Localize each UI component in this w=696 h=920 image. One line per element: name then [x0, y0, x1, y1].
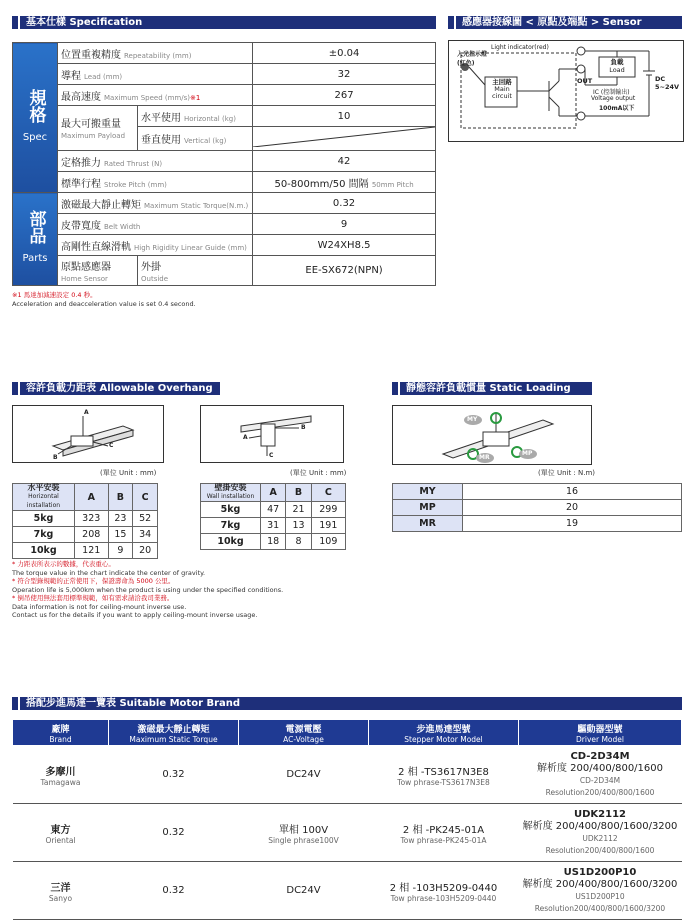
moment-label-mp: MP [522, 450, 533, 457]
spec-row-label: 最高速度 Maximum Speed (mm/s)※1 [58, 85, 253, 106]
table-row: 多摩川 Tamagawa 0.32 DC24V 2 相 -TS3617N3E8 Tow phrase-TS3617N3E8 CD-2D34M 解析度 200/400/800/1600 CD-2D34M Resolution200/400/800/1600 [13, 746, 682, 804]
spec-note: ※1 馬達加減速設定 0.4 秒。 Acceleration and deacceleration value is set 0.4 second. [12, 291, 196, 308]
spec-section-title: 基本仕樣 Specification [20, 16, 436, 29]
table-header: C [133, 484, 158, 511]
main-circuit-label: 主回路 Main circuit [492, 78, 512, 100]
spec-row-value: 50-800mm/50 間隔 50mm Pitch [253, 172, 436, 193]
sensor-diagram [448, 40, 684, 142]
table-header: 驅動器型號 Driver Model [519, 720, 682, 746]
table-header: 步進馬達型號 Stepper Motor Model [369, 720, 519, 746]
horizontal-install-diagram [12, 405, 164, 463]
table-header: 壁掛安裝 Wall installation [201, 484, 261, 502]
payload-h-label: 水平使用 Horizontal (kg) [138, 106, 253, 127]
moment-label-mr: MR [479, 454, 490, 461]
overhang-unit-h: (單位 Unit : mm) [100, 469, 157, 477]
parts-row-value: W24XH8.5 [253, 235, 436, 256]
payload-v-label: 垂直使用 Vertical (kg) [138, 127, 253, 151]
parts-row-label: 皮帶寬度 Belt Width [58, 214, 253, 235]
table-row: 7kg 208 15 34 [13, 527, 158, 543]
table-row: MR 19 [393, 516, 682, 532]
moment-table [392, 483, 682, 532]
moment-diagram [392, 405, 592, 465]
diagram-label-b: B [301, 424, 306, 431]
table-row: 7kg 31 13 191 [201, 518, 346, 534]
vout2-label: 100mA以下 [599, 105, 635, 112]
diagram-label-c: C [269, 452, 274, 459]
table-header: 激磁最大靜止轉矩 Maximum Static Torque [109, 720, 239, 746]
payload-h-value: 10 [253, 106, 436, 127]
table-row: 5kg 323 23 52 [13, 511, 158, 527]
table-header: 廠牌 Brand [13, 720, 109, 746]
spec-row-label: 標準行程 Stroke Pitch (mm) [58, 172, 253, 193]
diagram-label-b: B [53, 454, 58, 461]
motor-table [12, 719, 682, 920]
table-row: MP 20 [393, 500, 682, 516]
overhang-section-title: 容許負載力距表 Allowable Overhang [20, 382, 220, 395]
table-header: B [286, 484, 311, 502]
dc-label: DC 5~24V [655, 75, 680, 91]
parts-row-value: 9 [253, 214, 436, 235]
spec-side-label [13, 43, 58, 193]
table-header: 水平安裝 Horizontal installation [13, 484, 75, 511]
light-zh-label: 入光指示燈(紅色) [457, 51, 488, 67]
home-sensor-value: EE-SX672(NPN) [253, 256, 436, 286]
moment-unit: (單位 Unit : N.m) [538, 469, 596, 477]
spec-table [12, 42, 436, 286]
diagram-label-c: C [109, 442, 114, 449]
parts-row-label: 激磁最大靜止轉矩 Maximum Static Torque(N.m.) [58, 193, 253, 214]
moment-section-title: 靜態容許負載慣量 Static Loading Moment [400, 382, 592, 395]
payload-v-value [253, 127, 436, 151]
table-row: 東方 Oriental 0.32 單相 100V Single phrase100V 2 相 -PK245-01A Tow phrase-PK245-01A UDK2112 解析度 200/400/800/1600/3200 UDK2112 Resolution200/400/800/1600 [13, 804, 682, 862]
load-label: 負載 Load [609, 58, 625, 74]
table-row: MY 16 [393, 484, 682, 500]
parts-side-label [13, 193, 58, 286]
diagram-label-a: A [84, 409, 89, 416]
spec-row-value: 267 [253, 85, 436, 106]
home-sensor-sub: 外掛 Outside [138, 256, 253, 286]
table-header: 電源電壓 AC-Voltage [239, 720, 369, 746]
table-row: 10kg 121 9 20 [13, 543, 158, 559]
table-header: A [261, 484, 286, 502]
wall-overhang-table [200, 483, 346, 550]
table-header: C [311, 484, 345, 502]
motor-section-title: 搭配步進馬達一覽表 Suitable Motor Brand [20, 697, 682, 710]
payload-label: 最大可搬重量 Maximum Payload [58, 106, 138, 151]
spec-row-value: ±0.04 [253, 43, 436, 64]
horizontal-overhang-table [12, 483, 158, 559]
table-header: A [75, 484, 109, 511]
spec-row-label: 位置重複精度 Repeatability (mm) [58, 43, 253, 64]
spec-row-value: 32 [253, 64, 436, 85]
parts-row-value: 0.32 [253, 193, 436, 214]
overhang-notes: * 力距表所表示的數據，代表重心。 The torque value in the chart indicate the center of gravity. * 符合型錄規範的正常使用下，保證壽命為 5000 公里。 Operation life is 5,000km when the product is using under the specified conditions. * 倒吊使用無法套用標準規範，如有需求請洽我司業務。 Data information is not for ceiling-mount inverse use. Contact us for the details if you want to apply ceiling-mount inverse usage. [12, 560, 284, 619]
wall-install-diagram [200, 405, 344, 463]
side-spec-en: Spec [22, 131, 48, 143]
out-label: OUT [577, 77, 593, 85]
side-parts-zh: 部品 [25, 210, 46, 244]
home-sensor-label: 原點感應器 Home Sensor [58, 256, 138, 286]
overhang-unit-w: (單位 Unit : mm) [290, 469, 347, 477]
spec-row-label: 定格推力 Rated Thrust (N) [58, 151, 253, 172]
ic-label: IC (控制輸出) [593, 89, 630, 96]
side-spec-zh: 規格 [25, 88, 46, 123]
spec-row-label: 導程 Lead (mm) [58, 64, 253, 85]
vout-label: Voltage output [591, 95, 636, 102]
table-header: B [108, 484, 133, 511]
side-parts-en: Parts [22, 253, 48, 264]
table-row: 三洋 Sanyo 0.32 DC24V 2 相 -103H5209-0440 Tow phrase-103H5209-0440 US1D200P10 解析度 200/400/800/1600/3200 US1D200P10 Resolution200/400/800/1600/3200 [13, 862, 682, 920]
sensor-section-title: 感應器接線圖 < 原點及端點 > Sensor Layout [456, 16, 682, 29]
table-row: 10kg 18 8 109 [201, 534, 346, 550]
parts-row-label: 高剛性直線滑軌 High Rigidity Linear Guide (mm) [58, 235, 253, 256]
light-indicator-label: Light indicator(red) [491, 44, 549, 51]
moment-label-my: MY [467, 416, 478, 423]
table-row: 5kg 47 21 299 [201, 502, 346, 518]
diagram-label-a: A [243, 434, 248, 441]
spec-row-value: 42 [253, 151, 436, 172]
